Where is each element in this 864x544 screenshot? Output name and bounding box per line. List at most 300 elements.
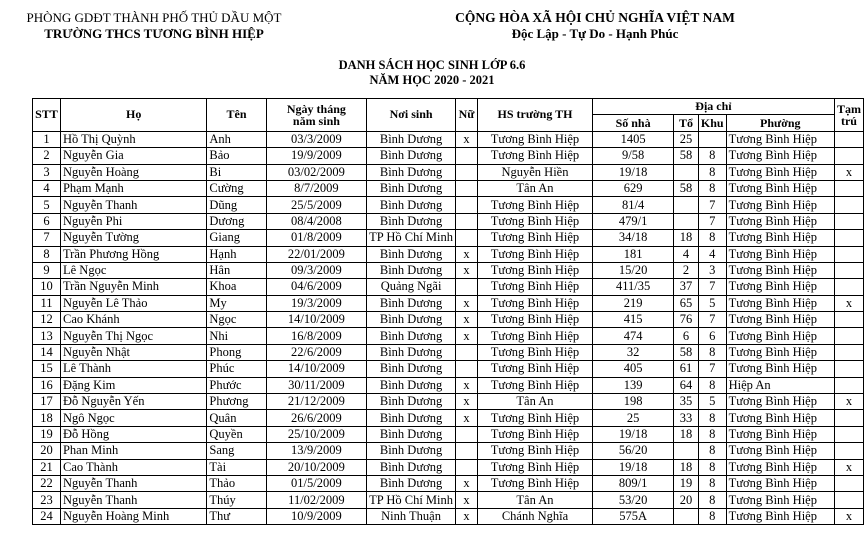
table-row — [33, 197, 864, 213]
cell-phuong: Tương Bình Hiệp — [726, 262, 834, 278]
cell-hs-truong: Tương Bình Hiệp — [477, 410, 592, 426]
cell-tam-tru — [834, 279, 863, 295]
cell-dob: 19/3/2009 — [266, 295, 366, 311]
cell-hs-truong: Tương Bình Hiệp — [477, 361, 592, 377]
cell-nu — [456, 426, 478, 442]
cell-so-nha: 415 — [593, 312, 674, 328]
cell-phuong: Tương Bình Hiệp — [726, 443, 834, 459]
cell-to: 6 — [674, 328, 699, 344]
cell-noi-sinh: TP Hồ Chí Minh — [367, 230, 456, 246]
cell-nu — [456, 361, 478, 377]
cell-khu: 8 — [698, 459, 726, 475]
cell-to: 61 — [674, 361, 699, 377]
cell-so-nha: 479/1 — [593, 213, 674, 229]
cell-noi-sinh: Bình Dương — [367, 180, 456, 196]
cell-to: 58 — [674, 344, 699, 360]
cell-tam-tru — [834, 262, 863, 278]
cell-noi-sinh: Bình Dương — [367, 344, 456, 360]
cell-stt: 20 — [33, 443, 61, 459]
cell-ten: Nhi — [207, 328, 266, 344]
col-ho: Họ — [60, 99, 206, 132]
department-name: PHÒNG GDĐT THÀNH PHỐ THỦ DẦU MỘT — [26, 10, 282, 25]
col-to: Tổ — [674, 115, 699, 131]
cell-so-nha: 81/4 — [593, 197, 674, 213]
cell-tam-tru: x — [834, 164, 863, 180]
cell-khu: 8 — [698, 230, 726, 246]
cell-khu: 7 — [698, 279, 726, 295]
cell-nu — [456, 197, 478, 213]
cell-tam-tru: x — [834, 508, 863, 524]
cell-noi-sinh: Bình Dương — [367, 377, 456, 393]
cell-ho: Trần Phương Hồng — [60, 246, 206, 262]
cell-stt: 19 — [33, 426, 61, 442]
cell-stt: 5 — [33, 197, 61, 213]
cell-stt: 18 — [33, 410, 61, 426]
cell-ho: Lê Ngọc — [60, 262, 206, 278]
header-right — [330, 10, 860, 42]
cell-so-nha: 809/1 — [593, 475, 674, 491]
document-title: DANH SÁCH HỌC SINH LỚP 6.6 — [338, 58, 526, 72]
cell-dob: 26/6/2009 — [266, 410, 366, 426]
cell-to: 64 — [674, 377, 699, 393]
table-row — [33, 279, 864, 295]
cell-ten: Giang — [207, 230, 266, 246]
cell-dob: 22/6/2009 — [266, 344, 366, 360]
cell-ho: Đặng Kim — [60, 377, 206, 393]
cell-hs-truong: Nguyễn Hiền — [477, 164, 592, 180]
cell-phuong: Tương Bình Hiệp — [726, 426, 834, 442]
cell-dob: 19/9/2009 — [266, 148, 366, 164]
cell-ho: Nguyễn Gia — [60, 148, 206, 164]
table-row — [33, 295, 864, 311]
cell-hs-truong: Tương Bình Hiệp — [477, 246, 592, 262]
cell-ten: Tài — [207, 459, 266, 475]
cell-phuong: Tương Bình Hiệp — [726, 279, 834, 295]
cell-noi-sinh: Bình Dương — [367, 426, 456, 442]
cell-tam-tru: x — [834, 295, 863, 311]
cell-phuong: Tương Bình Hiệp — [726, 361, 834, 377]
cell-ten: Thúy — [207, 492, 266, 508]
cell-so-nha: 56/20 — [593, 443, 674, 459]
cell-nu — [456, 213, 478, 229]
cell-hs-truong: Tương Bình Hiệp — [477, 426, 592, 442]
cell-dob: 11/02/2009 — [266, 492, 366, 508]
cell-to: 18 — [674, 459, 699, 475]
document-titles — [0, 58, 864, 88]
cell-nu: x — [456, 131, 478, 147]
cell-to: 65 — [674, 295, 699, 311]
cell-noi-sinh: Bình Dương — [367, 213, 456, 229]
cell-ho: Nguyễn Thị Ngọc — [60, 328, 206, 344]
cell-so-nha: 1405 — [593, 131, 674, 147]
cell-dob: 01/5/2009 — [266, 475, 366, 491]
cell-stt: 7 — [33, 230, 61, 246]
cell-dob: 21/12/2009 — [266, 394, 366, 410]
cell-phuong: Tương Bình Hiệp — [726, 131, 834, 147]
cell-phuong: Tương Bình Hiệp — [726, 508, 834, 524]
cell-noi-sinh: Bình Dương — [367, 148, 456, 164]
cell-ho: Nguyễn Nhật — [60, 344, 206, 360]
cell-khu: 7 — [698, 197, 726, 213]
cell-so-nha: 34/18 — [593, 230, 674, 246]
cell-nu: x — [456, 295, 478, 311]
cell-so-nha: 32 — [593, 344, 674, 360]
cell-ten: Thảo — [207, 475, 266, 491]
national-motto: Độc Lập - Tự Do - Hạnh Phúc — [511, 26, 679, 41]
cell-khu: 8 — [698, 492, 726, 508]
cell-stt: 17 — [33, 394, 61, 410]
cell-hs-truong: Tương Bình Hiệp — [477, 213, 592, 229]
cell-khu: 8 — [698, 344, 726, 360]
cell-nu — [456, 164, 478, 180]
cell-ten: Thư — [207, 508, 266, 524]
cell-nu: x — [456, 492, 478, 508]
cell-phuong: Tương Bình Hiệp — [726, 459, 834, 475]
cell-tam-tru — [834, 131, 863, 147]
cell-noi-sinh: Bình Dương — [367, 328, 456, 344]
cell-dob: 25/5/2009 — [266, 197, 366, 213]
col-tam-tru — [834, 99, 863, 132]
cell-hs-truong: Tương Bình Hiệp — [477, 344, 592, 360]
cell-hs-truong: Tương Bình Hiệp — [477, 459, 592, 475]
cell-so-nha: 411/35 — [593, 279, 674, 295]
cell-noi-sinh: Bình Dương — [367, 246, 456, 262]
cell-ten: My — [207, 295, 266, 311]
table-row — [33, 180, 864, 196]
cell-hs-truong: Tương Bình Hiệp — [477, 377, 592, 393]
cell-ho: Phạm Mạnh — [60, 180, 206, 196]
cell-phuong: Tương Bình Hiệp — [726, 410, 834, 426]
cell-ho: Nguyễn Tường — [60, 230, 206, 246]
school-name: TRƯỜNG THCS TƯƠNG BÌNH HIỆP — [44, 26, 264, 41]
cell-hs-truong: Tân An — [477, 180, 592, 196]
cell-tam-tru — [834, 328, 863, 344]
cell-khu: 4 — [698, 246, 726, 262]
cell-tam-tru — [834, 230, 863, 246]
cell-noi-sinh: Bình Dương — [367, 410, 456, 426]
cell-khu — [698, 131, 726, 147]
table-row — [33, 328, 864, 344]
cell-dob: 25/10/2009 — [266, 426, 366, 442]
cell-tam-tru — [834, 377, 863, 393]
cell-stt: 12 — [33, 312, 61, 328]
cell-dob: 30/11/2009 — [266, 377, 366, 393]
table-row — [33, 131, 864, 147]
cell-ten: Quyền — [207, 426, 266, 442]
cell-phuong: Tương Bình Hiệp — [726, 213, 834, 229]
cell-hs-truong: Tương Bình Hiệp — [477, 295, 592, 311]
cell-ten: Phúc — [207, 361, 266, 377]
cell-nu — [456, 148, 478, 164]
cell-so-nha: 629 — [593, 180, 674, 196]
cell-hs-truong: Tương Bình Hiệp — [477, 312, 592, 328]
cell-ten: Phương — [207, 394, 266, 410]
cell-noi-sinh: Bình Dương — [367, 443, 456, 459]
cell-stt: 8 — [33, 246, 61, 262]
cell-noi-sinh: Bình Dương — [367, 164, 456, 180]
cell-nu — [456, 459, 478, 475]
cell-khu: 5 — [698, 295, 726, 311]
cell-dob: 08/4/2008 — [266, 213, 366, 229]
table-row — [33, 164, 864, 180]
col-ten: Tên — [207, 99, 266, 132]
header-left — [4, 10, 304, 42]
cell-hs-truong: Tân An — [477, 492, 592, 508]
cell-dob: 03/3/2009 — [266, 131, 366, 147]
cell-dob: 13/9/2009 — [266, 443, 366, 459]
cell-nu — [456, 180, 478, 196]
cell-ten: Sang — [207, 443, 266, 459]
cell-stt: 13 — [33, 328, 61, 344]
cell-nu: x — [456, 475, 478, 491]
cell-khu: 3 — [698, 262, 726, 278]
cell-noi-sinh: Bình Dương — [367, 475, 456, 491]
cell-khu: 8 — [698, 443, 726, 459]
cell-khu: 5 — [698, 394, 726, 410]
col-tam-tru-line1: Tạm — [836, 101, 861, 116]
cell-khu: 8 — [698, 426, 726, 442]
table-row — [33, 394, 864, 410]
cell-ho: Hồ Thị Quỳnh — [60, 131, 206, 147]
cell-ho: Ngô Ngọc — [60, 410, 206, 426]
table-row — [33, 377, 864, 393]
cell-noi-sinh: Bình Dương — [367, 262, 456, 278]
cell-so-nha: 19/18 — [593, 426, 674, 442]
cell-so-nha: 25 — [593, 410, 674, 426]
cell-nu — [456, 443, 478, 459]
col-tam-tru-line2: trú — [840, 113, 857, 128]
cell-stt: 2 — [33, 148, 61, 164]
cell-hs-truong: Tương Bình Hiệp — [477, 148, 592, 164]
cell-phuong: Tương Bình Hiệp — [726, 344, 834, 360]
cell-to: 58 — [674, 148, 699, 164]
cell-to: 33 — [674, 410, 699, 426]
document-subtitle: NĂM HỌC 2020 - 2021 — [369, 73, 495, 87]
cell-so-nha: 405 — [593, 361, 674, 377]
cell-tam-tru — [834, 492, 863, 508]
cell-ho: Nguyễn Thanh — [60, 492, 206, 508]
cell-dob: 09/3/2009 — [266, 262, 366, 278]
cell-nu: x — [456, 394, 478, 410]
cell-phuong: Tương Bình Hiệp — [726, 394, 834, 410]
table-row — [33, 443, 864, 459]
cell-to — [674, 213, 699, 229]
cell-so-nha: 198 — [593, 394, 674, 410]
cell-so-nha: 9/58 — [593, 148, 674, 164]
cell-stt: 10 — [33, 279, 61, 295]
cell-tam-tru — [834, 197, 863, 213]
cell-phuong: Tương Bình Hiệp — [726, 312, 834, 328]
table-row — [33, 361, 864, 377]
cell-noi-sinh: Bình Dương — [367, 459, 456, 475]
cell-tam-tru: x — [834, 394, 863, 410]
cell-tam-tru — [834, 213, 863, 229]
cell-hs-truong: Tương Bình Hiệp — [477, 443, 592, 459]
cell-ten: Cường — [207, 180, 266, 196]
cell-so-nha: 15/20 — [593, 262, 674, 278]
col-so-nha: Số nhà — [593, 115, 674, 131]
cell-nu: x — [456, 262, 478, 278]
table-row — [33, 246, 864, 262]
cell-stt: 15 — [33, 361, 61, 377]
cell-dob: 22/01/2009 — [266, 246, 366, 262]
cell-hs-truong: Tương Bình Hiệp — [477, 230, 592, 246]
cell-ten: Hân — [207, 262, 266, 278]
cell-nu — [456, 279, 478, 295]
cell-ten: Phong — [207, 344, 266, 360]
cell-hs-truong: Chánh Nghĩa — [477, 508, 592, 524]
cell-khu: 8 — [698, 508, 726, 524]
cell-stt: 21 — [33, 459, 61, 475]
col-dob-line2: năm sinh — [292, 113, 340, 128]
cell-ho: Đỗ Hồng — [60, 426, 206, 442]
cell-dob: 03/02/2009 — [266, 164, 366, 180]
cell-ten: Dương — [207, 213, 266, 229]
cell-tam-tru — [834, 180, 863, 196]
cell-nu — [456, 344, 478, 360]
table-row — [33, 410, 864, 426]
cell-tam-tru — [834, 246, 863, 262]
cell-ho: Nguyễn Hoàng — [60, 164, 206, 180]
table-row — [33, 475, 864, 491]
cell-to: 18 — [674, 230, 699, 246]
cell-phuong: Tương Bình Hiệp — [726, 197, 834, 213]
cell-ten: Khoa — [207, 279, 266, 295]
cell-tam-tru — [834, 361, 863, 377]
cell-so-nha: 575A — [593, 508, 674, 524]
cell-ten: Bảo — [207, 148, 266, 164]
cell-stt: 24 — [33, 508, 61, 524]
cell-to: 35 — [674, 394, 699, 410]
cell-noi-sinh: Bình Dương — [367, 131, 456, 147]
cell-hs-truong: Tương Bình Hiệp — [477, 262, 592, 278]
cell-stt: 9 — [33, 262, 61, 278]
cell-hs-truong: Tương Bình Hiệp — [477, 279, 592, 295]
cell-ho: Nguyễn Thanh — [60, 475, 206, 491]
cell-phuong: Tương Bình Hiệp — [726, 295, 834, 311]
cell-noi-sinh: Bình Dương — [367, 394, 456, 410]
cell-dob: 14/10/2009 — [266, 312, 366, 328]
cell-ten: Dũng — [207, 197, 266, 213]
cell-phuong: Tương Bình Hiệp — [726, 164, 834, 180]
cell-phuong: Tương Bình Hiệp — [726, 328, 834, 344]
cell-hs-truong: Tương Bình Hiệp — [477, 328, 592, 344]
cell-dob: 14/10/2009 — [266, 361, 366, 377]
col-phuong: Phường — [726, 115, 834, 131]
cell-nu: x — [456, 508, 478, 524]
cell-so-nha: 181 — [593, 246, 674, 262]
cell-tam-tru — [834, 344, 863, 360]
cell-so-nha: 19/18 — [593, 164, 674, 180]
cell-nu: x — [456, 377, 478, 393]
cell-phuong: Tương Bình Hiệp — [726, 475, 834, 491]
cell-ho: Đỗ Nguyễn Yến — [60, 394, 206, 410]
cell-to: 4 — [674, 246, 699, 262]
col-hs-truong: HS trường TH — [477, 99, 592, 132]
table-row — [33, 459, 864, 475]
cell-phuong: Hiệp An — [726, 377, 834, 393]
cell-to: 2 — [674, 262, 699, 278]
cell-hs-truong: Tương Bình Hiệp — [477, 131, 592, 147]
national-title: CỘNG HÒA XÃ HỘI CHỦ NGHĨA VIỆT NAM — [455, 10, 735, 25]
cell-noi-sinh: Quảng Ngãi — [367, 279, 456, 295]
table-row — [33, 492, 864, 508]
cell-to — [674, 197, 699, 213]
cell-khu: 6 — [698, 328, 726, 344]
cell-dob: 04/6/2009 — [266, 279, 366, 295]
table-row — [33, 312, 864, 328]
cell-khu: 8 — [698, 410, 726, 426]
cell-nu: x — [456, 328, 478, 344]
cell-khu: 7 — [698, 361, 726, 377]
cell-nu: x — [456, 410, 478, 426]
cell-noi-sinh: Ninh Thuận — [367, 508, 456, 524]
cell-phuong: Tương Bình Hiệp — [726, 148, 834, 164]
cell-so-nha: 53/20 — [593, 492, 674, 508]
cell-phuong: Tương Bình Hiệp — [726, 230, 834, 246]
cell-khu: 8 — [698, 475, 726, 491]
col-noi-sinh: Nơi sinh — [367, 99, 456, 132]
cell-hs-truong: Tương Bình Hiệp — [477, 197, 592, 213]
cell-stt: 4 — [33, 180, 61, 196]
cell-ho: Phan Minh — [60, 443, 206, 459]
table-row — [33, 230, 864, 246]
cell-ten: Anh — [207, 131, 266, 147]
cell-dob: 8/7/2009 — [266, 180, 366, 196]
cell-noi-sinh: Bình Dương — [367, 295, 456, 311]
cell-nu: x — [456, 246, 478, 262]
cell-noi-sinh: TP Hồ Chí Minh — [367, 492, 456, 508]
cell-dob: 20/10/2009 — [266, 459, 366, 475]
cell-ho: Trần Nguyễn Minh — [60, 279, 206, 295]
cell-noi-sinh: Bình Dương — [367, 197, 456, 213]
table-row — [33, 344, 864, 360]
col-dob-line1: Ngày tháng — [286, 101, 346, 116]
cell-khu: 8 — [698, 180, 726, 196]
cell-khu: 8 — [698, 148, 726, 164]
cell-tam-tru — [834, 148, 863, 164]
cell-to — [674, 508, 699, 524]
cell-stt: 22 — [33, 475, 61, 491]
cell-so-nha: 474 — [593, 328, 674, 344]
cell-stt: 11 — [33, 295, 61, 311]
cell-phuong: Tương Bình Hiệp — [726, 180, 834, 196]
cell-tam-tru: x — [834, 459, 863, 475]
cell-to: 18 — [674, 426, 699, 442]
cell-dob: 16/8/2009 — [266, 328, 366, 344]
cell-stt: 1 — [33, 131, 61, 147]
cell-noi-sinh: Bình Dương — [367, 312, 456, 328]
cell-hs-truong: Tân An — [477, 394, 592, 410]
cell-ten: Phước — [207, 377, 266, 393]
cell-so-nha: 139 — [593, 377, 674, 393]
cell-dob: 10/9/2009 — [266, 508, 366, 524]
cell-ho: Nguyễn Phi — [60, 213, 206, 229]
cell-noi-sinh: Bình Dương — [367, 361, 456, 377]
cell-hs-truong: Tương Bình Hiệp — [477, 475, 592, 491]
cell-nu: x — [456, 312, 478, 328]
cell-to — [674, 164, 699, 180]
table-row — [33, 262, 864, 278]
cell-ho: Cao Khánh — [60, 312, 206, 328]
col-nu: Nữ — [456, 99, 478, 132]
cell-to: 20 — [674, 492, 699, 508]
cell-ho: Nguyễn Thanh — [60, 197, 206, 213]
cell-tam-tru — [834, 443, 863, 459]
table-row — [33, 426, 864, 442]
cell-stt: 16 — [33, 377, 61, 393]
cell-khu: 8 — [698, 377, 726, 393]
